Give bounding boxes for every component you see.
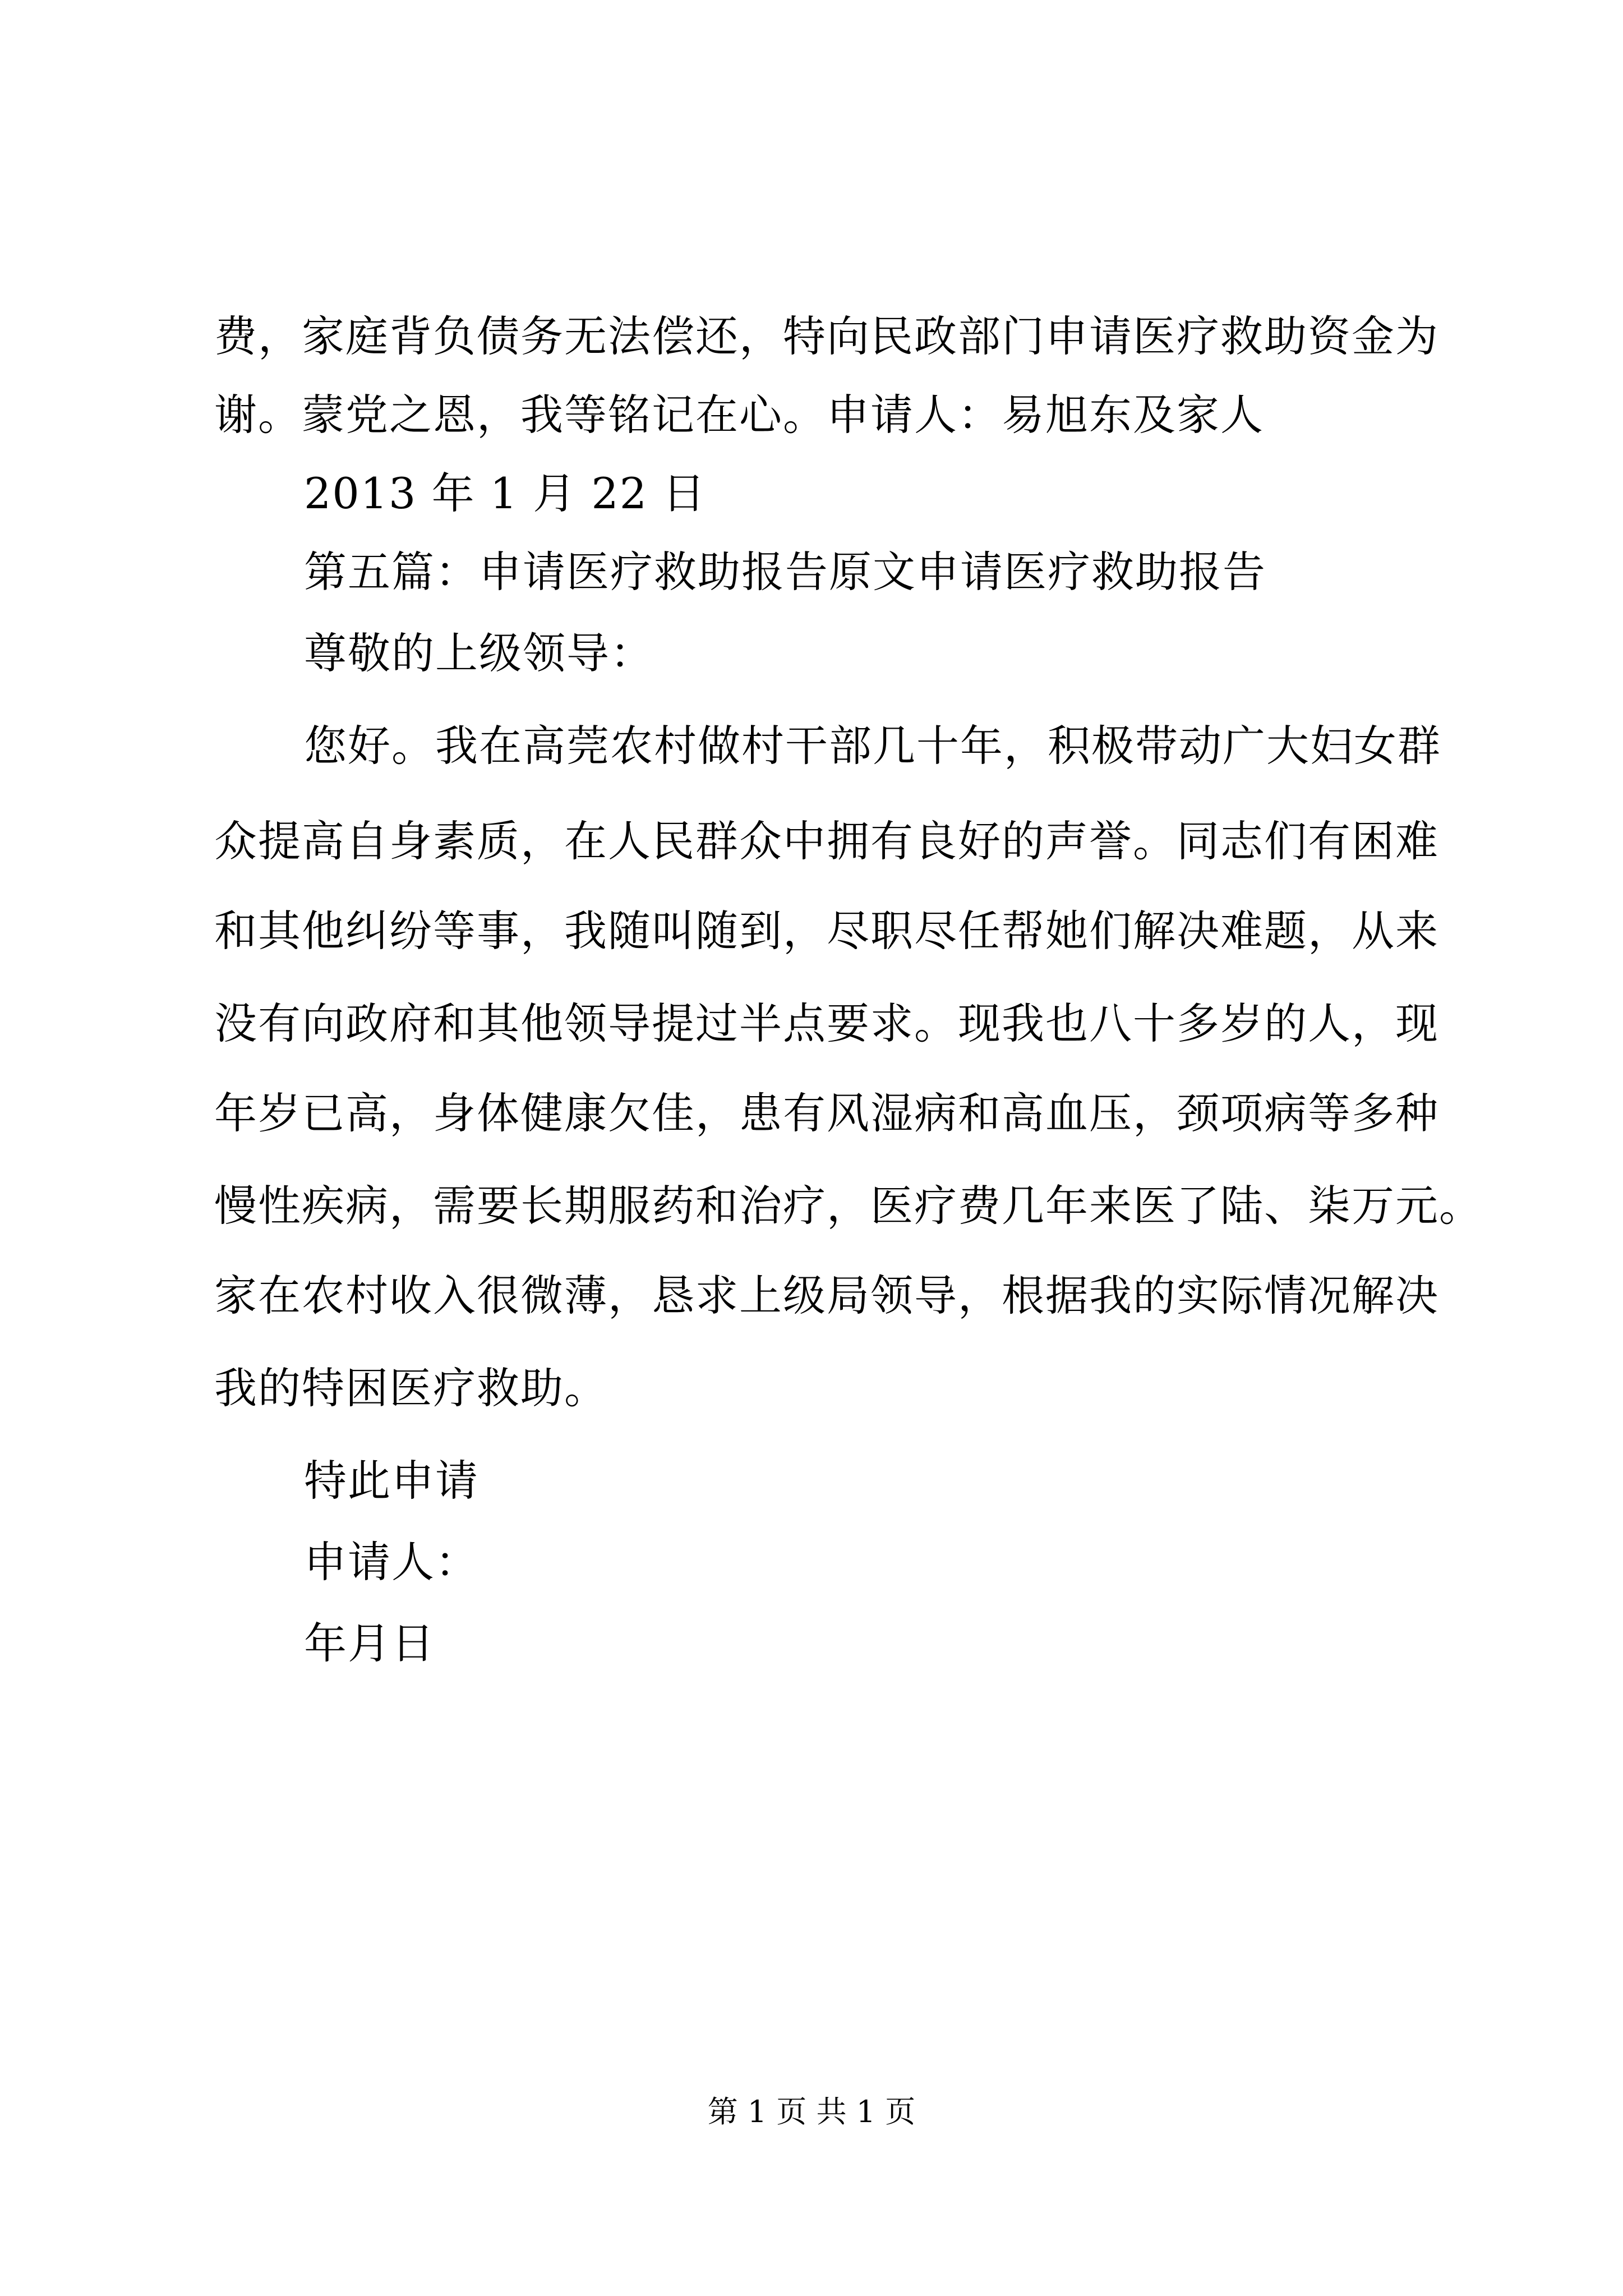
closing-line: 特此申请 [304, 1456, 479, 1506]
paragraph-line-8: 我的特困医疗救助。 [214, 1363, 608, 1413]
paragraph-line-7: 家在农村收入很微薄，恳求上级局领导，根据我的实际情况解决 [214, 1271, 1439, 1320]
continuation-line-1: 费，家庭背负债务无法偿还，特向民政部门申请医疗救助资金为 [214, 311, 1439, 361]
paragraph-line-6: 慢性疾病，需要长期服药和治疗，医疗费几年来医了陆、柒万元。 [214, 1181, 1483, 1231]
paragraph-line-4: 没有向政府和其他领导提过半点要求。现我也八十多岁的人，现 [214, 999, 1439, 1048]
applicant-label: 申请人： [304, 1537, 479, 1587]
paragraph-line-3: 和其他纠纷等事，我随叫随到，尽职尽任帮她们解决难题，从来 [214, 906, 1439, 956]
salutation: 尊敬的上级领导： [304, 628, 654, 678]
section-title: 第五篇：申请医疗救助报告原文申请医疗救助报告 [304, 547, 1266, 597]
continuation-line-2: 谢。蒙党之恩，我等铭记在心。申请人：易旭东及家人 [214, 390, 1264, 440]
page-indicator: 第 1 页 共 1 页 [707, 2094, 916, 2129]
date-placeholder: 年月日 [304, 1618, 435, 1668]
paragraph-line-5: 年岁已高，身体健康欠佳，患有风湿病和高血压，颈项病等多种 [214, 1088, 1439, 1138]
paragraph-line-1: 您好。我在高莞农村做村干部几十年，积极带动广大妇女群 [304, 721, 1441, 771]
date-line: 2013 年 1 月 22 日 [304, 468, 707, 518]
paragraph-line-2: 众提高自身素质，在人民群众中拥有良好的声誉。同志们有困难 [214, 816, 1439, 866]
